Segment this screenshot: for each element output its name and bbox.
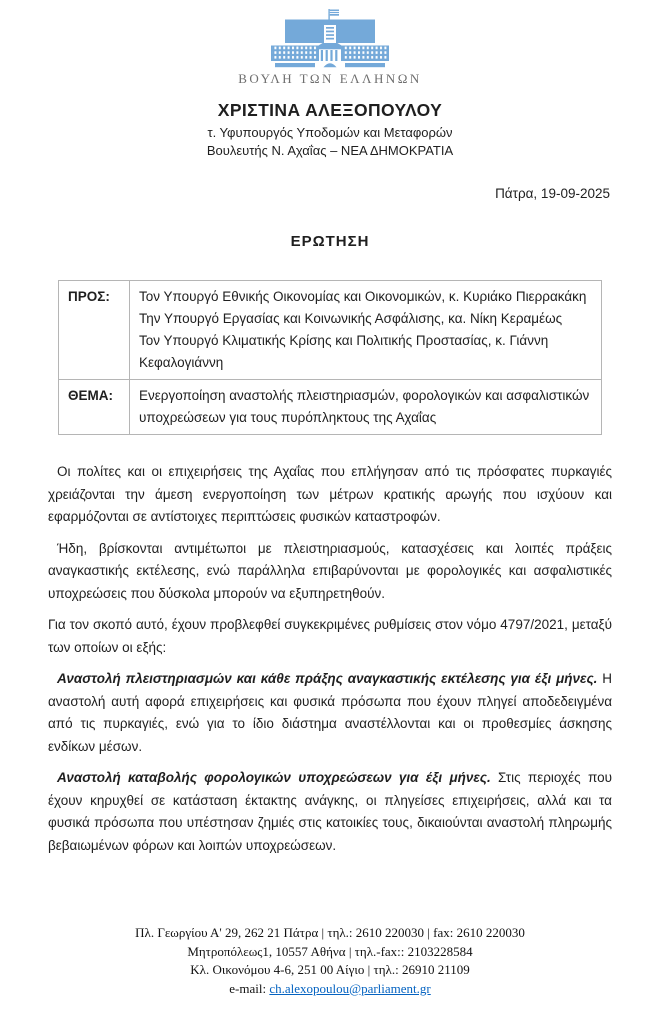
document-body <box>48 461 612 866</box>
paragraph-lead: Αναστολή καταβολής φορολογικών υποχρεώσεων για έξι μήνες. <box>57 770 491 785</box>
body-paragraph <box>48 767 612 857</box>
author-title-line2: Βουλευτής Ν. Αχαΐας – ΝΕΑ ΔΗΜΟΚΡΑΤΙΑ <box>206 143 454 158</box>
body-paragraph: Οι πολίτες και οι επιχειρήσεις της Αχαΐας που επλήγησαν από τις πρόσφατες πυρκαγιές χρειάζονται την άμεση ενεργοποίηση των μέτρων κρατικής αρωγής που ισχύουν και εφαρμόζονται σε αντίστοιχες περιπτώσεις φυσικών καταστροφών. <box>48 464 612 524</box>
email-link[interactable]: ch.alexopoulou@parliament.gr <box>269 980 431 996</box>
recipient-line: Την Υπουργό Εργασίας και Κοινωνικής Ασφάλισης, κα. Νίκη Κεραμέως <box>139 311 563 326</box>
footer-address-aigio: Κλ. Οικονόμου 4-6, 251 00 Αίγιο | τηλ.: 26910 21109 <box>190 962 470 977</box>
body-paragraph: Για τον σκοπό αυτό, έχουν προβλεφθεί συγκεκριμένες ρυθμίσεις στον νόμο 4797/2021, μεταξύ των οποίων οι εξής: <box>48 617 612 655</box>
subject-line: Ενεργοποίηση αναστολής πλειστηριασμών, φορολογικών και ασφαλιστικών υποχρεώσεων για τους πυρόπληκτους της Αχαΐας <box>139 388 590 425</box>
body-paragraph <box>48 668 612 758</box>
paragraph-lead: Αναστολή πλειστηριασμών και κάθε πράξης αναγκαστικής εκτέλεσης για έξι μήνες. <box>57 671 598 686</box>
footer-email-line <box>48 980 612 999</box>
logo-caption: ΒΟΥΛΗ ΤΩΝ ΕΛΛΗΝΩΝ <box>238 71 422 86</box>
document-heading: ΕΡΩΤΗΣΗ <box>290 233 370 250</box>
hellenic-parliament-logo <box>48 8 612 68</box>
recipients-label: ΠΡΟΣ: <box>59 281 130 380</box>
footer-address-patra: Πλ. Γεωργίου Α' 29, 262 21 Πάτρα | τηλ.: 2610 220030 | fax: 2610 220030 <box>135 925 525 940</box>
recipients-table <box>58 280 602 435</box>
recipient-line: Τον Υπουργό Κλιματικής Κρίσης και Πολιτικής Προστασίας, κ. Γιάννη Κεφαλογιάννη <box>139 333 549 370</box>
subject-label: ΘΕΜΑ: <box>59 380 130 435</box>
recipient-line: Τον Υπουργό Εθνικής Οικονομίας και Οικονομικών, κ. Κυριάκο Πιερρακάκη <box>139 289 587 304</box>
paragraph-text: Στις περιοχές που έχουν κηρυχθεί σε κατάσταση έκτακτης ανάγκης, οι πληγείσες επιχειρήσεις, αλλά και τα φυσικά πρόσωπα που υπέστησαν ζημιές στις κατοικίες τους, δικαιούνται αναστολή πληρωμής βεβαιωμένων φόρων και λοιπών υποχρεώσεων. <box>48 770 612 853</box>
contact-footer <box>48 924 612 1024</box>
recipients-cell <box>130 281 602 380</box>
letterhead <box>48 8 612 160</box>
subject-cell <box>130 380 602 435</box>
parliament-building-icon <box>268 8 392 68</box>
paragraph-text: Η αναστολή αυτή αφορά επιχειρήσεις και φυσικά πρόσωπα που έχουν πληγεί αποδεδειγμένα από τις πυρκαγιές, ενώ για το ίδιο διάστημα αναστέλλονται και οι προθεσμίες άσκησης ενδίκων μέσων. <box>48 671 612 754</box>
table-row-pros <box>59 281 602 380</box>
dateline: Πάτρα, 19-09-2025 <box>495 186 610 201</box>
author-title-line1: τ. Υφυπουργός Υποδομών και Μεταφορών <box>207 125 453 140</box>
body-paragraph: Ήδη, βρίσκονται αντιμέτωποι με πλειστηριασμούς, κατασχέσεις και λοιπές πράξεις αναγκαστικής εκτέλεσης, ενώ παράλληλα επιβαρύνονται με φορολογικές και ασφαλιστικές υποχρεώσεις που δύσκολα μπορούν να εξυπηρετηθούν. <box>48 540 612 601</box>
table-row-thema <box>59 380 602 435</box>
footer-address-athina: Μητροπόλεως1, 10557 Αθήνα | τηλ.-fax:: 2103228584 <box>187 943 473 959</box>
author-name: ΧΡΙΣΤΙΝΑ ΑΛΕΞΟΠΟΥΛΟΥ <box>217 100 443 120</box>
email-label: e-mail: <box>229 980 270 996</box>
